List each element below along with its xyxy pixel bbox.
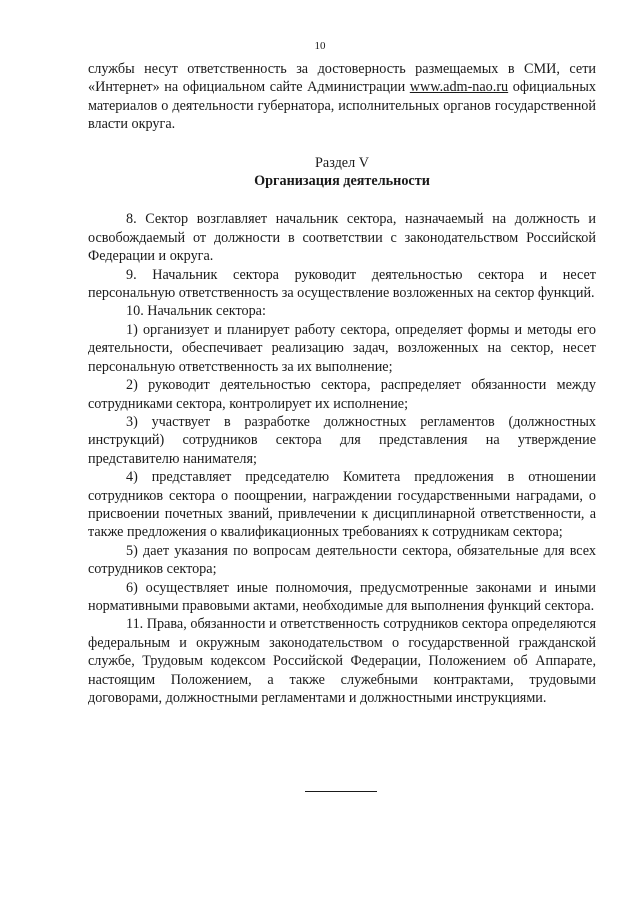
- paragraph-10-item-2: 2) руководит деятельностью сектора, распределяет обязанности между сотрудниками сектора, контролирует их исполнение;: [88, 377, 596, 412]
- intro-text-after-link: официальных материалов о деятельности губернатора, исполнительных органов государственной власти округа.: [88, 79, 596, 133]
- page-number: 10: [314, 40, 326, 52]
- administration-website-link[interactable]: www.adm-nao.ru: [409, 79, 509, 96]
- paragraph-8: 8. Сектор возглавляет начальник сектора, назначаемый на должность и освобождаемый от должности в соответствии с законодательством Российской Федерации и округа.: [88, 211, 596, 265]
- intro-paragraph: [88, 60, 596, 134]
- paragraph-10-item-5: 5) дает указания по вопросам деятельности сектора, обязательные для всех сотрудников сектора;: [88, 542, 596, 578]
- section-label: Раздел V: [315, 154, 369, 171]
- paragraph-10-item-1: 1) организует и планирует работу сектора, определяет формы и методы его деятельности, обеспечивает реализацию задач, возложенных на сектор, несет персональную ответственность за их выполнение;: [88, 321, 596, 375]
- paragraph-10-item-4: 4) представляет председателю Комитета предложения в отношении сотрудников сектора о поощрении, награждении государственными наградами, о присвоении почетных званий, привлечении к дисциплинарной ответственности, а также предложения о квалификационных требованиях к сотрудникам сектора;: [88, 469, 596, 541]
- paragraph-10: 10. Начальник сектора:: [126, 303, 266, 320]
- paragraph-9: 9. Начальник сектора руководит деятельностью сектора и несет персональную ответственность за осуществление возложенных на сектор функций.: [88, 266, 596, 302]
- document-body: [88, 60, 596, 707]
- intro-text-before-link: службы несут ответственность за достоверность размещаемых в СМИ, сети «Интернет» на официальном сайте Администрации: [88, 61, 596, 96]
- section-title: Организация деятельности: [254, 173, 430, 190]
- end-of-text-separator: [305, 791, 377, 792]
- paragraph-10-item-3: 3) участвует в разработке должностных регламентов (должностных инструкций) сотрудников сектора для представления на утверждение представителю нанимателя;: [88, 413, 596, 467]
- paragraph-11: 11. Права, обязанности и ответственность сотрудников сектора определяются федеральным и окружным законодательством о государственной гражданской службе, Трудовым кодексом Российской Федерации, Положением об Аппарате, настоящим Положением, а также служебными контрактами, трудовыми договорами, должностными регламентами и должностными инструкциями.: [88, 616, 596, 706]
- paragraph-10-item-6: 6) осуществляет иные полномочия, предусмотренные законами и иными нормативными правовыми актами, необходимые для выполнения функций сектора.: [88, 579, 596, 614]
